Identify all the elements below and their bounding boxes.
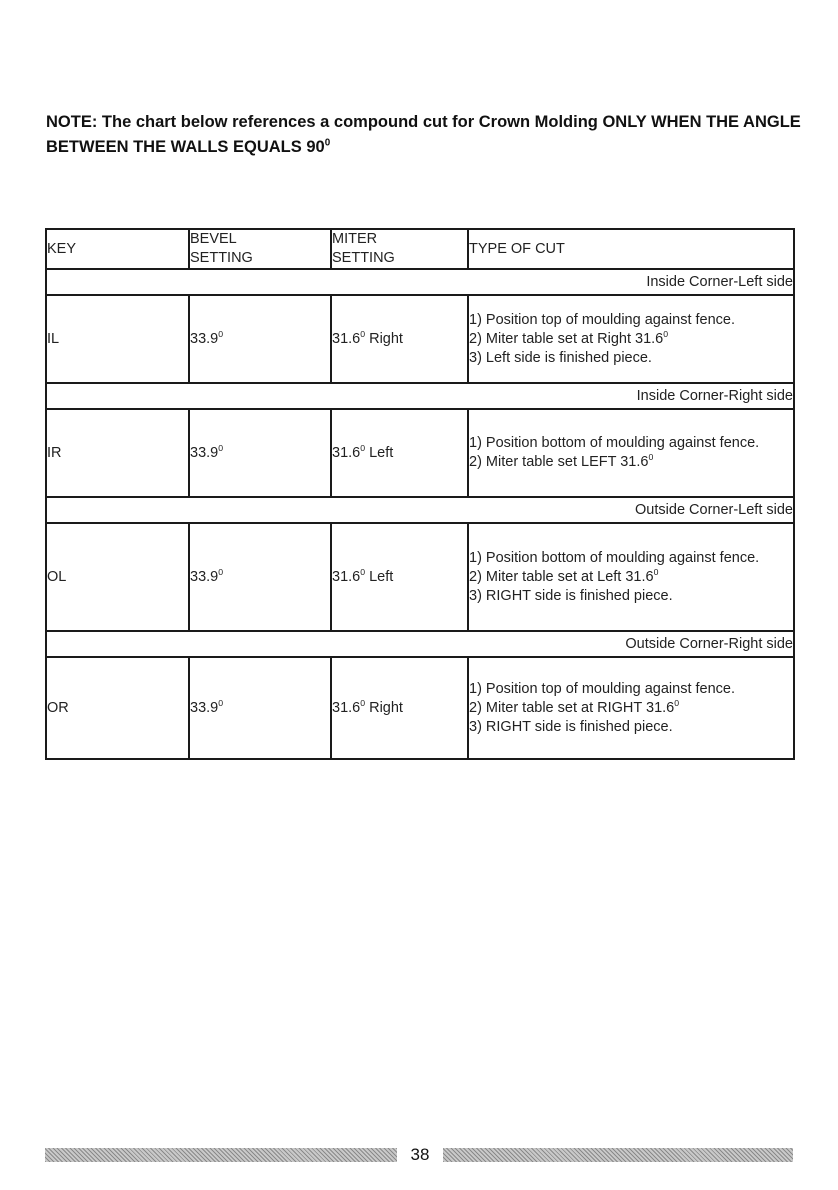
header-row xyxy=(46,229,794,269)
step-line: 3) RIGHT side is finished piece. xyxy=(469,718,673,735)
note-degree-mark: 0 xyxy=(324,137,331,149)
header-key: KEY xyxy=(46,229,189,269)
table-row xyxy=(46,523,794,631)
table-row xyxy=(46,409,794,497)
miter-cell: 31.6$^0$ Left xyxy=(331,409,468,497)
bevel-cell: 33.9$^0$ xyxy=(189,295,331,383)
step-line: 2) Miter table set LEFT 31.6$^0$ xyxy=(469,452,654,470)
bevel-cell: 33.9$^0$ xyxy=(189,409,331,497)
section-title-row xyxy=(46,497,794,523)
key-cell: IR xyxy=(46,409,189,497)
note-text: NOTE: The chart below references a compound cut for Crown Molding ONLY WHEN THE ANGLE BETWEEN THE WALLS EQUALS 90 xyxy=(46,113,801,156)
section-title-row xyxy=(46,631,794,657)
footer-bar-right xyxy=(443,1148,793,1162)
step-line: 3) Left side is finished piece. xyxy=(469,349,652,366)
section-title: Outside Corner-Right side xyxy=(46,631,794,657)
key-cell: OL xyxy=(46,523,189,631)
step-line: 1) Position top of moulding against fence. xyxy=(469,311,735,328)
table-row xyxy=(46,295,794,383)
type-of-cut-cell xyxy=(468,409,794,497)
section-title-row xyxy=(46,269,794,295)
type-of-cut-cell xyxy=(468,657,794,759)
header-bevel-setting: BEVEL SETTING xyxy=(189,229,331,269)
step-line: 2) Miter table set at Right 31.6$^0$ xyxy=(469,328,669,347)
key-cell: OR xyxy=(46,657,189,759)
section-title-row xyxy=(46,383,794,409)
type-of-cut-cell xyxy=(468,295,794,383)
bevel-cell: 33.9$^0$ xyxy=(189,657,331,759)
type-of-cut-cell xyxy=(468,523,794,631)
section-title: Inside Corner-Left side xyxy=(46,269,794,295)
table-row xyxy=(46,657,794,759)
miter-cell: 31.6$^0$ Left xyxy=(331,523,468,631)
compound-cut-chart xyxy=(45,228,795,760)
section-title: Inside Corner-Right side xyxy=(46,383,794,409)
bevel-cell: 33.9$^0$ xyxy=(189,523,331,631)
footer-bar-left xyxy=(45,1148,397,1162)
page-number: 38 xyxy=(410,1145,430,1164)
step-line: 1) Position top of moulding against fence. xyxy=(469,680,735,697)
miter-cell: 31.6$^0$ Right xyxy=(331,657,468,759)
section-title: Outside Corner-Left side xyxy=(46,497,794,523)
step-line: 3) RIGHT side is finished piece. xyxy=(469,587,673,604)
step-line: 2) Miter table set at RIGHT 31.6$^0$ xyxy=(469,697,680,716)
page-footer xyxy=(45,1145,793,1165)
miter-cell: 31.6$^0$ Right xyxy=(331,295,468,383)
header-type-of-cut: TYPE OF CUT xyxy=(468,229,794,269)
crown-molding-note xyxy=(46,110,806,160)
key-cell: IL xyxy=(46,295,189,383)
step-line: 2) Miter table set at Left 31.6$^0$ xyxy=(469,566,659,585)
step-line: 1) Position bottom of moulding against fence. xyxy=(469,435,760,451)
step-line: 1) Position bottom of moulding against fence. xyxy=(469,549,760,566)
header-miter-setting: MITER SETTING xyxy=(331,229,468,269)
